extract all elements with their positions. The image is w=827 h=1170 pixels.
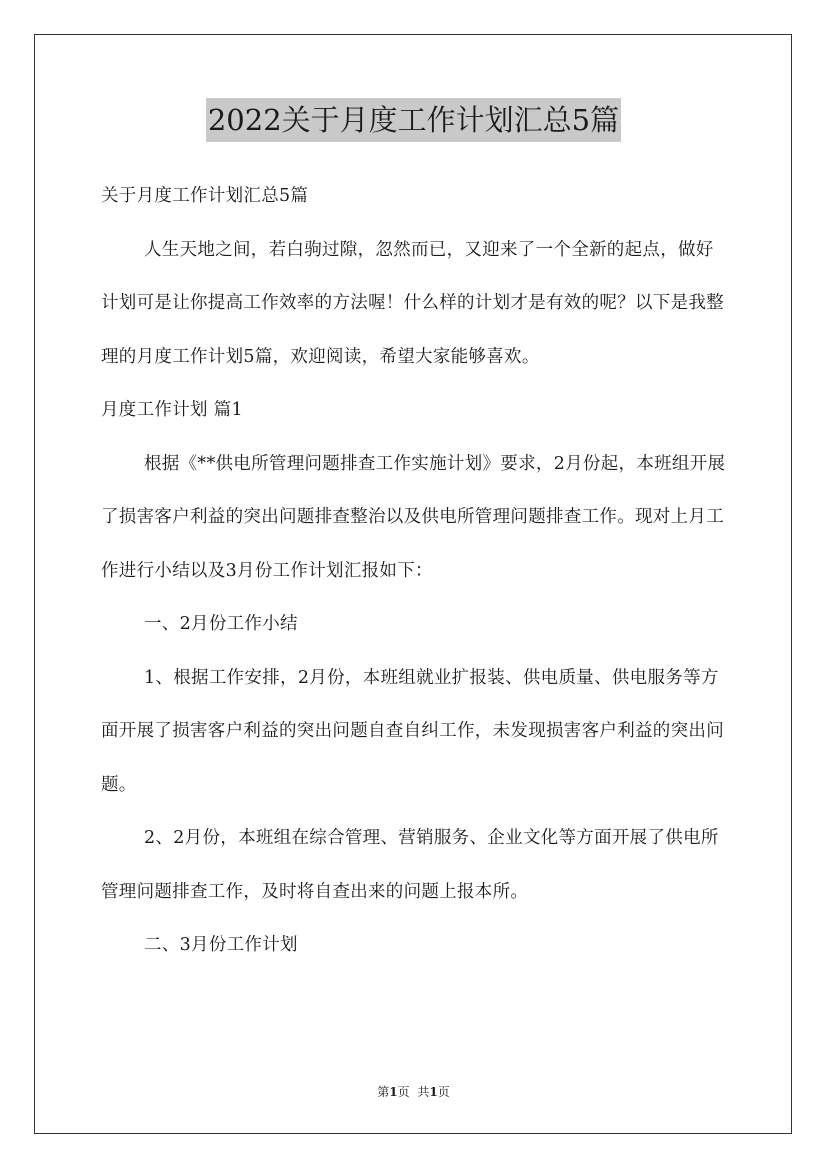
paragraph: 根据《**供电所管理问题排查工作实施计划》要求，2月份起，本班组开展了损害客户利益的突出问题排查整治以及供电所管理问题排查工作。现对上月工作进行小结以及3月份工作计划汇报如下： [101,453,726,581]
page-number: 1 [389,1085,398,1099]
page-footer [0,1082,827,1102]
paragraph: 1、根据工作安排，2月份，本班组就业扩报装、供电质量、供电服务等方面开展了损害客户利益的突出问题自查自纠工作，未发现损害客户利益的突出问题。 [101,667,724,795]
total-prefix: 共 [417,1085,430,1099]
page-suffix: 页 [397,1085,410,1099]
paragraph: 2、2月份，本班组在综合管理、营销服务、企业文化等方面开展了供电所管理问题排查工作，及时将自查出来的问题上报本所。 [101,828,719,902]
title-container [0,98,827,142]
page-prefix: 第 [377,1085,390,1099]
subsection-heading: 一、2月份工作小结 [144,614,298,634]
document-body [101,170,727,973]
total-pages: 1 [429,1085,438,1099]
section-heading: 月度工作计划 篇1 [101,400,243,420]
subsection-heading: 二、3月份工作计划 [144,935,298,955]
paragraph: 关于月度工作计划汇总5篇 [101,186,309,206]
document-title: 2022关于月度工作计划汇总5篇 [206,98,621,142]
total-suffix: 页 [437,1085,450,1099]
paragraph: 人生天地之间，若白驹过隙，忽然而已，又迎来了一个全新的起点，做好计划可是让你提高工作效率的方法喔！什么样的计划才是有效的呢？以下是我整理的月度工作计划5篇，欢迎阅读，希望大家能够喜欢。 [101,239,724,367]
